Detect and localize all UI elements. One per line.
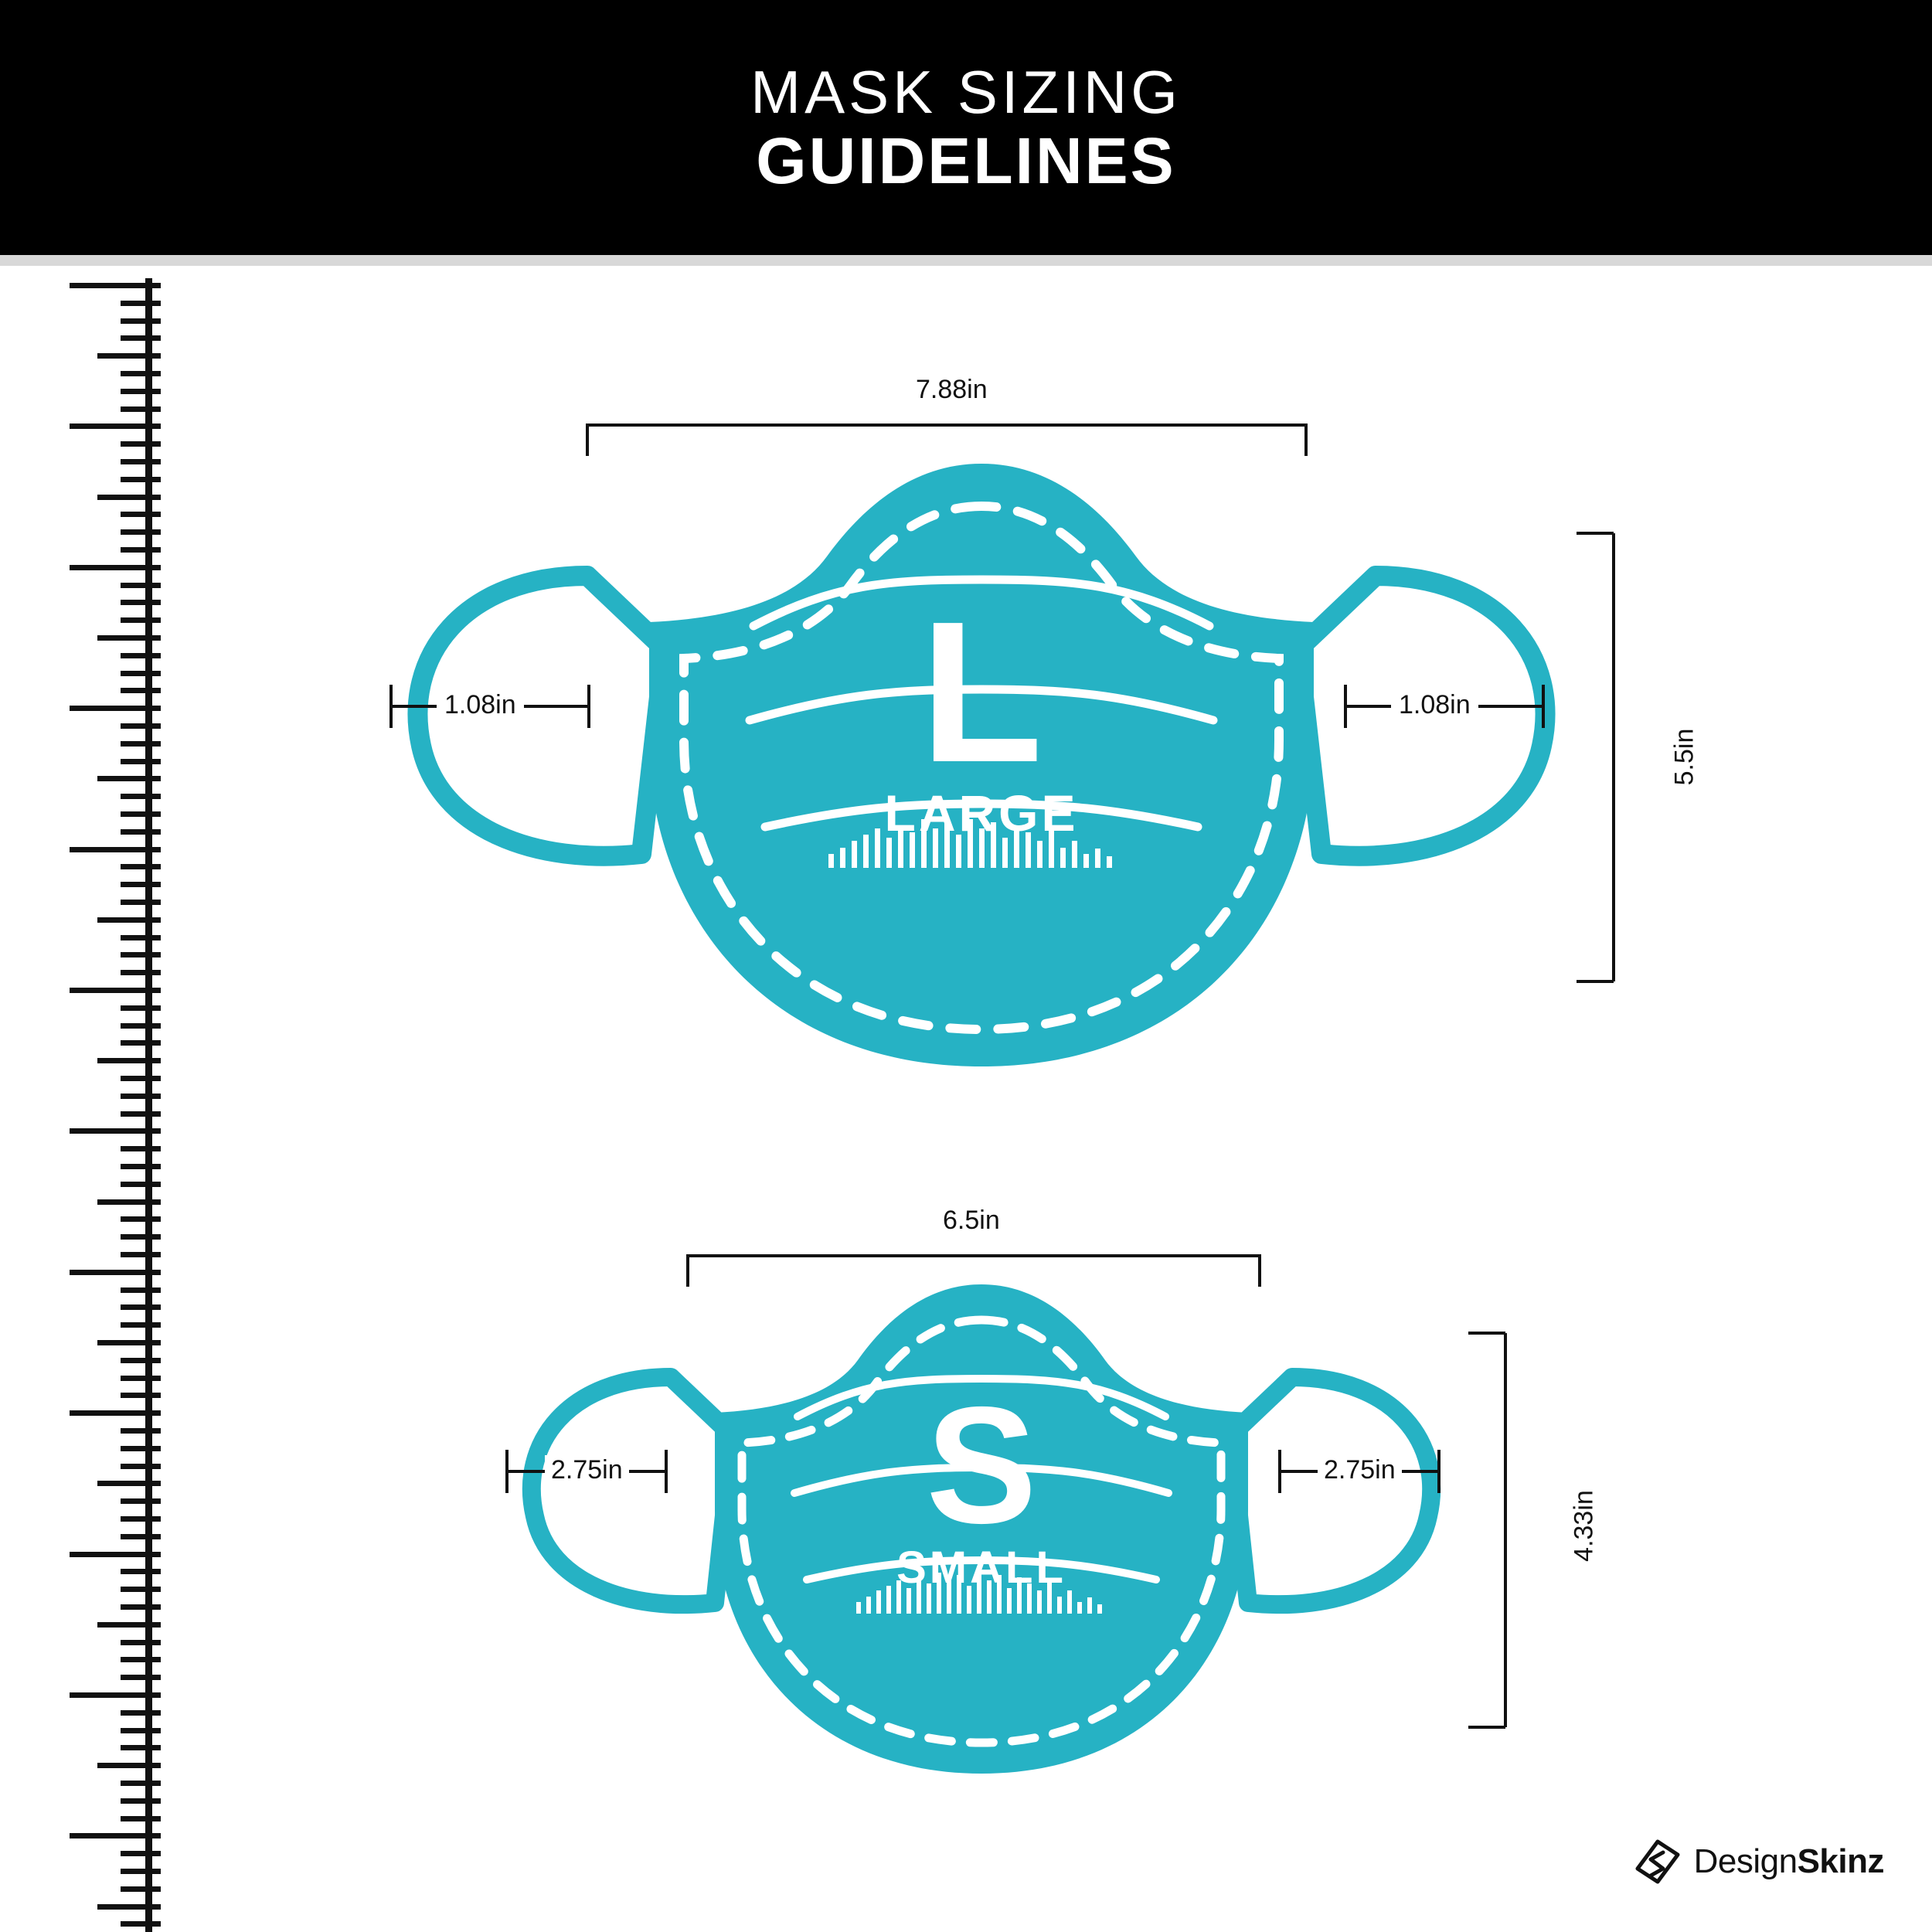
ruler-tick xyxy=(121,318,161,324)
dimension-label-large-ear-left: 1.08in xyxy=(437,690,524,720)
ruler-tick xyxy=(70,283,161,288)
ruler-tick xyxy=(121,1816,161,1821)
brand-logo xyxy=(1635,1839,1884,1884)
page-title-line2: GUIDELINES xyxy=(756,124,1176,197)
ruler-tick xyxy=(121,935,161,940)
ruler-tick xyxy=(121,477,161,482)
ruler-tick xyxy=(70,1552,161,1557)
ruler-tick xyxy=(70,706,161,711)
ruler-tick xyxy=(121,529,161,535)
dimension-line-small-height xyxy=(1461,1325,1515,1735)
ruler-tick xyxy=(97,635,161,641)
ruler-tick xyxy=(121,1428,161,1434)
dimension-line-small-width xyxy=(680,1248,1267,1294)
ruler-tick xyxy=(121,1182,161,1187)
ruler-tick xyxy=(121,301,161,306)
dimension-label-small-width: 6.5in xyxy=(943,1206,1000,1235)
ruler-tick xyxy=(121,1587,161,1592)
ruler-tick xyxy=(97,1199,161,1205)
ruler-tick xyxy=(121,547,161,553)
ruler-tick xyxy=(121,1358,161,1363)
ruler-tick xyxy=(121,1728,161,1733)
ruler-tick xyxy=(70,1270,161,1275)
brand-name-bold: Skinz xyxy=(1797,1842,1884,1880)
ruler-tick xyxy=(121,900,161,905)
ruler-tick xyxy=(121,1710,161,1716)
ruler-tick xyxy=(70,988,161,993)
ruler-tick xyxy=(97,353,161,359)
svg-text:L: L xyxy=(920,580,1043,804)
ruler-tick xyxy=(121,1534,161,1539)
ruler-tick xyxy=(70,847,161,852)
ruler-tick xyxy=(121,1376,161,1381)
ruler-tick xyxy=(121,1304,161,1310)
ruler-tick xyxy=(70,1833,161,1838)
designskinz-mark-icon xyxy=(1635,1839,1680,1884)
ruler-tick xyxy=(121,1393,161,1398)
ruler-tick xyxy=(121,1498,161,1504)
ruler-tick xyxy=(97,495,161,500)
ruler-tick xyxy=(121,1322,161,1328)
ruler-tick xyxy=(121,952,161,957)
ruler-tick xyxy=(121,1446,161,1451)
ruler-tick xyxy=(121,1657,161,1662)
ruler-tick xyxy=(121,389,161,394)
ruler-tick xyxy=(121,441,161,447)
ruler-tick xyxy=(121,1023,161,1029)
ruler-tick xyxy=(121,970,161,975)
ruler-tick xyxy=(121,723,161,729)
svg-text:SMALL: SMALL xyxy=(896,1543,1066,1593)
ruler-tick xyxy=(121,1869,161,1874)
ruler-tick xyxy=(121,512,161,517)
header-divider xyxy=(0,255,1932,266)
ruler-tick xyxy=(121,1781,161,1786)
dimension-line-large-width xyxy=(580,417,1314,464)
ruler-tick xyxy=(121,1094,161,1099)
ruler-tick xyxy=(121,1640,161,1645)
dimension-label-large-width: 7.88in xyxy=(916,375,988,404)
ruler-tick xyxy=(70,565,161,570)
ruler-tick xyxy=(121,1886,161,1892)
ruler-tick xyxy=(121,882,161,887)
dimension-label-small-ear-right: 2.75in xyxy=(1318,1455,1402,1485)
ruler-tick xyxy=(121,1005,161,1011)
ruler-tick xyxy=(121,1569,161,1574)
page-header xyxy=(0,0,1932,255)
ruler-tick xyxy=(121,1287,161,1293)
svg-text:LARGE: LARGE xyxy=(884,784,1079,842)
ruler-tick xyxy=(121,1216,161,1222)
ruler-tick xyxy=(121,459,161,464)
ruler-tick xyxy=(121,371,161,376)
ruler-tick xyxy=(70,1410,161,1416)
ruler-tick xyxy=(121,1675,161,1680)
ruler-tick xyxy=(121,1516,161,1522)
ruler-tick xyxy=(121,1851,161,1856)
dimension-label-large-ear-right: 1.08in xyxy=(1391,690,1478,720)
ruler-tick xyxy=(121,688,161,693)
ruler-tick xyxy=(97,917,161,923)
ruler-tick xyxy=(97,1904,161,1910)
ruler-tick xyxy=(121,1745,161,1750)
ruler-tick xyxy=(97,1340,161,1345)
ruler-tick xyxy=(121,406,161,412)
ruler-tick xyxy=(121,759,161,764)
ruler-tick xyxy=(121,617,161,623)
ruler-tick xyxy=(121,1464,161,1469)
ruler-tick xyxy=(97,1622,161,1628)
ruler-tick xyxy=(97,776,161,781)
ruler-tick xyxy=(97,1763,161,1768)
ruler-tick xyxy=(121,829,161,835)
ruler-tick xyxy=(121,671,161,676)
ruler-tick xyxy=(70,1128,161,1134)
ruler-tick xyxy=(97,1058,161,1063)
page-title-line1: MASK SIZING xyxy=(750,58,1182,126)
ruler-tick xyxy=(121,811,161,817)
svg-text:S: S xyxy=(926,1372,1037,1558)
dimension-line-large-height xyxy=(1569,526,1623,989)
inch-ruler xyxy=(29,278,161,1932)
ruler-tick xyxy=(121,335,161,341)
ruler-tick xyxy=(121,1111,161,1117)
ruler-tick xyxy=(121,1146,161,1151)
ruler-tick xyxy=(121,1921,161,1927)
ruler-tick xyxy=(121,1040,161,1046)
ruler-tick xyxy=(121,653,161,658)
ruler-tick xyxy=(121,600,161,605)
ruler-tick xyxy=(121,864,161,869)
mask-diagram-large xyxy=(332,433,1631,1113)
mask-diagram-small xyxy=(464,1260,1499,1808)
dimension-label-small-height: 4.33in xyxy=(1569,1490,1599,1562)
ruler-spine xyxy=(145,278,152,1932)
dimension-label-large-height: 5.5in xyxy=(1669,728,1699,786)
dimension-label-small-ear-left: 2.75in xyxy=(545,1455,629,1485)
ruler-tick xyxy=(121,583,161,588)
ruler-tick xyxy=(121,1076,161,1081)
ruler-tick xyxy=(121,794,161,799)
brand-name-light: Design xyxy=(1693,1842,1798,1880)
ruler-tick xyxy=(121,1234,161,1240)
brand-name xyxy=(1694,1842,1884,1881)
ruler-tick xyxy=(97,1481,161,1486)
ruler-tick xyxy=(121,741,161,747)
ruler-tick xyxy=(121,1252,161,1257)
ruler-tick xyxy=(70,423,161,429)
ruler-tick xyxy=(121,1604,161,1610)
ruler-tick xyxy=(121,1164,161,1169)
ruler-tick xyxy=(70,1692,161,1698)
ruler-tick xyxy=(121,1798,161,1804)
